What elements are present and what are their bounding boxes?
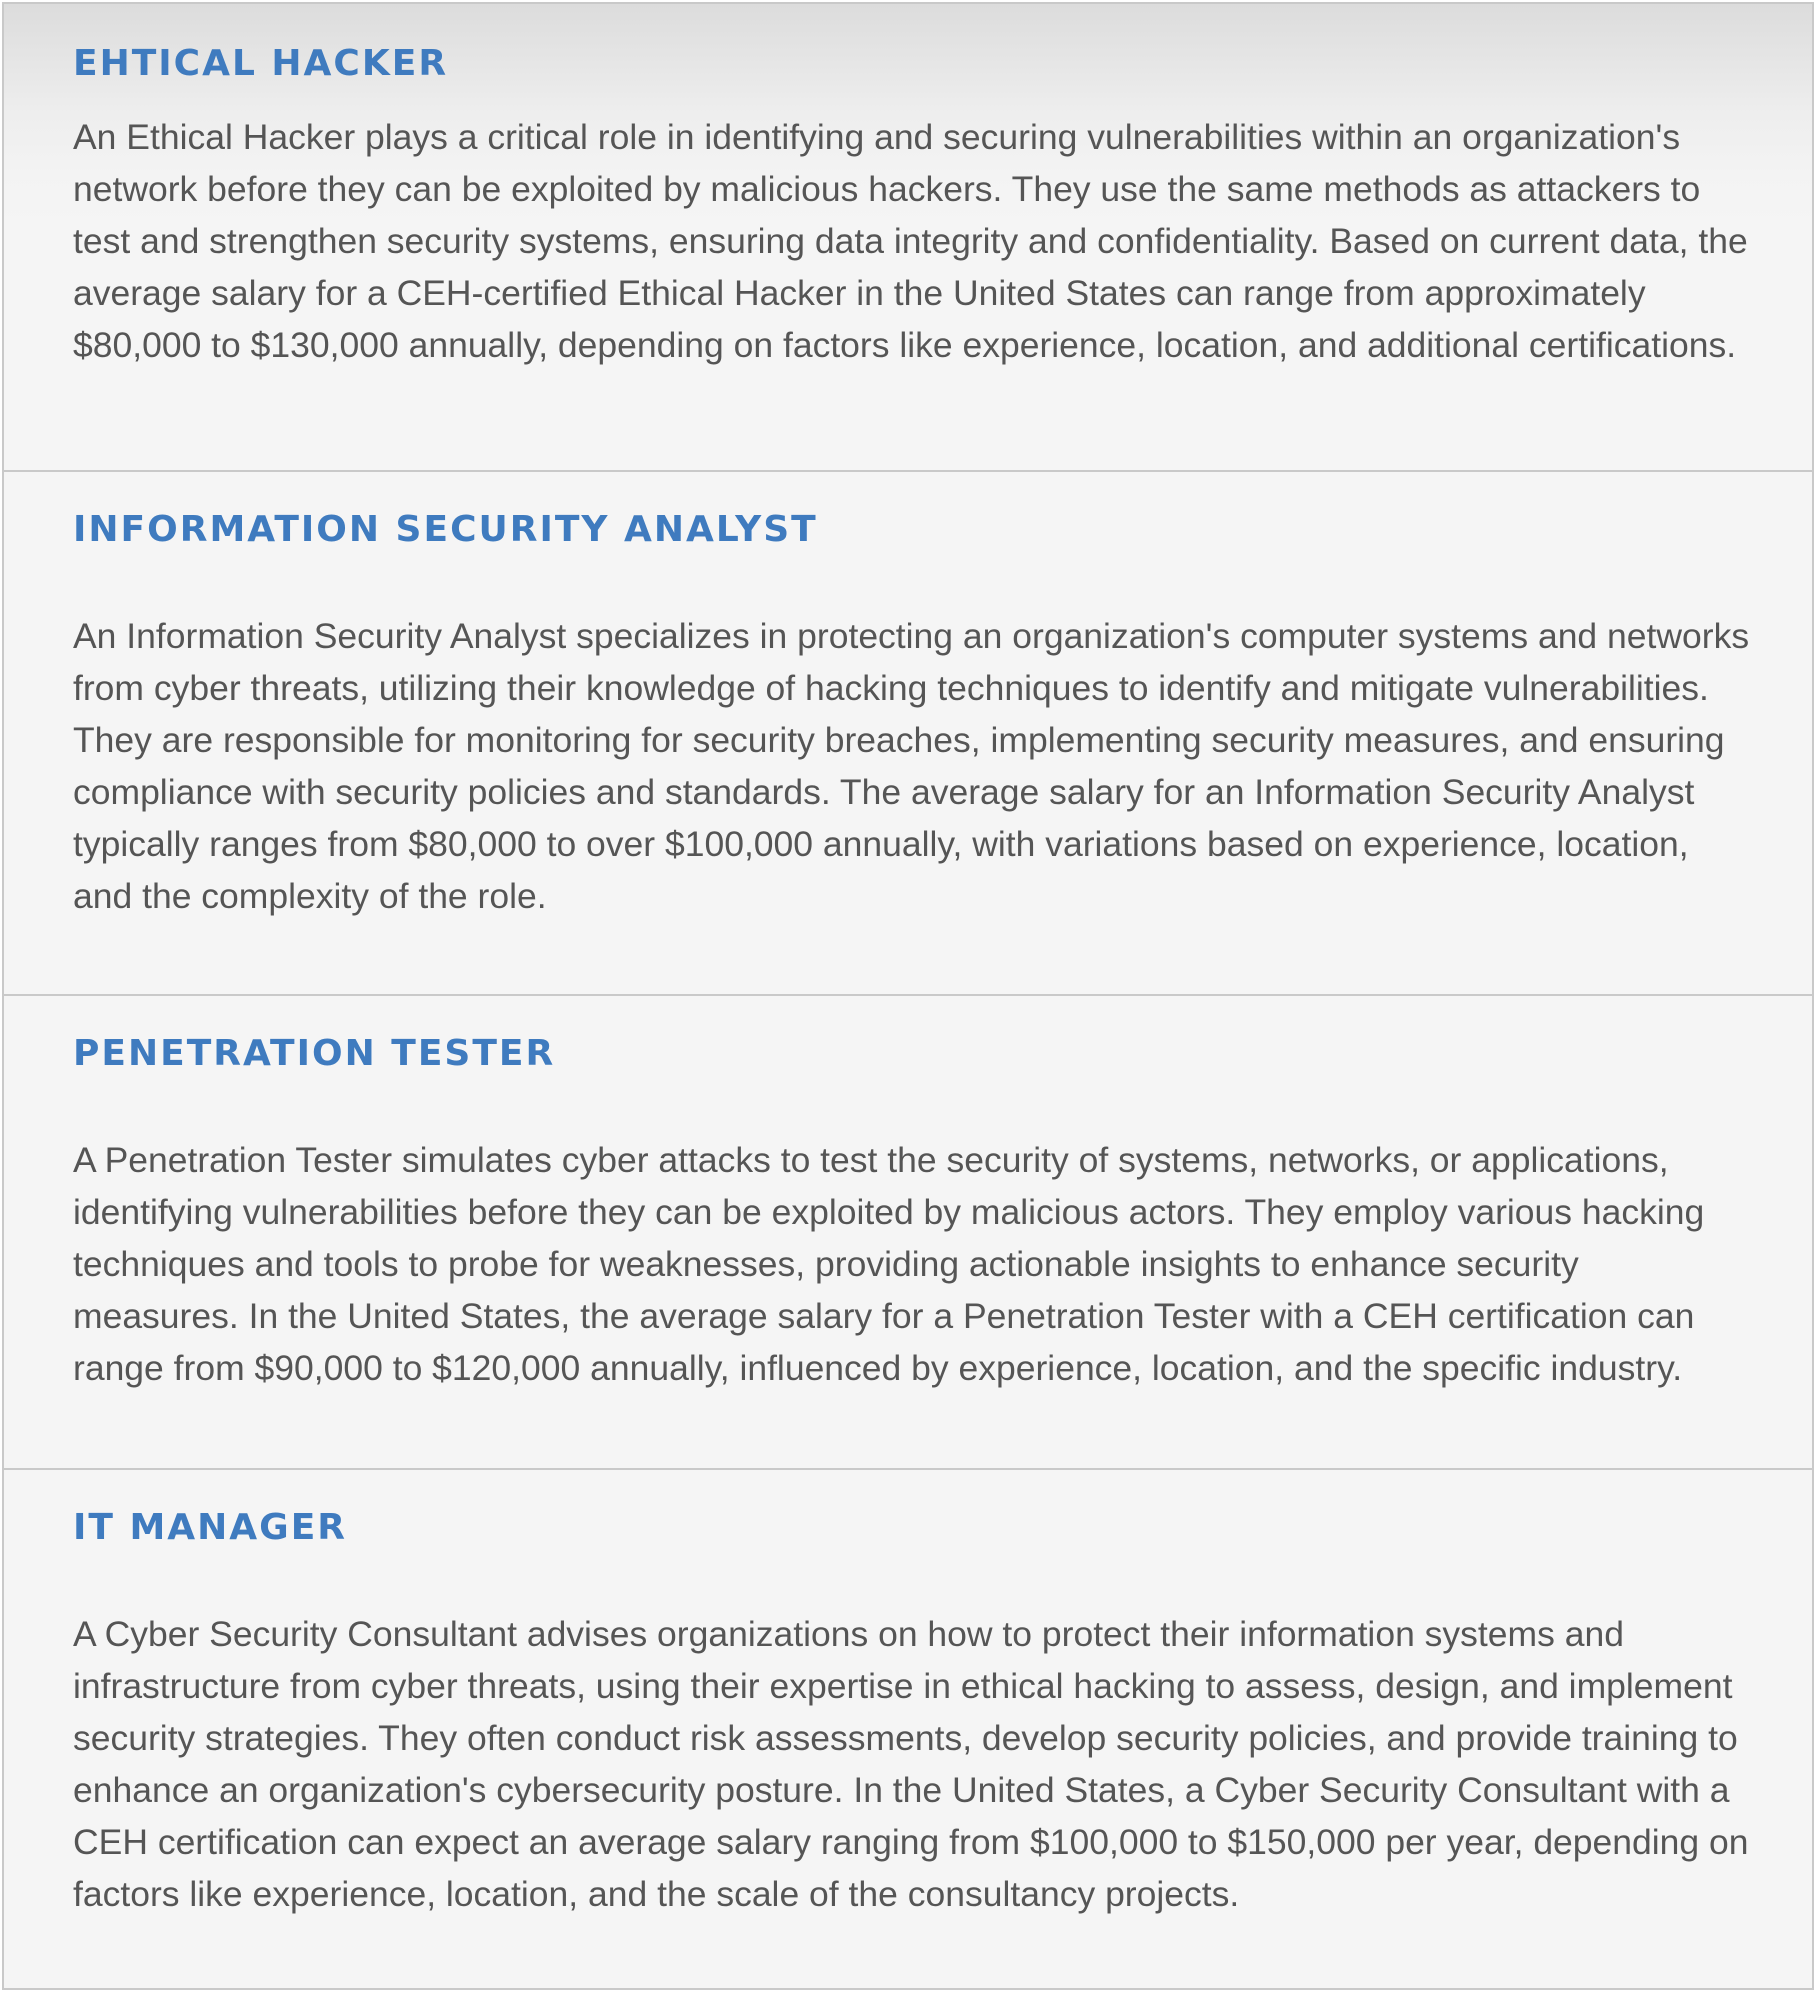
role-description: An Information Security Analyst specializes in protecting an organization's computer systems and networks from cyber threats, utilizing their knowledge of hacking techniques to identify and mitigate vulnerabilities. They are responsible for monitoring for security breaches, implementing security measures, and ensuring compliance with security policies and standards. The average salary for an Information Security Analyst typically ranges from $80,000 to over $100,000 annually, with variations based on experience, location, and the complexity of the role. xyxy=(73,616,1750,916)
role-description: An Ethical Hacker plays a critical role in identifying and securing vulnerabilities within an organization's network before they can be exploited by malicious hackers. They use the same methods as attackers to test and strengthen security systems, ensuring data integrity and confidentiality. Based on current data, the average salary for a CEH-certified Ethical Hacker in the United States can range from approximately $80,000 to $130,000 annually, depending on factors like experience, location, and additional certifications. xyxy=(73,117,1748,365)
role-description: A Penetration Tester simulates cyber attacks to test the security of systems, networks, or applications, identifying vulnerabilities before they can be exploited by malicious actors. They employ various hacking techniques and tools to probe for weaknesses, providing actionable insights to enhance security measures. In the United States, the average salary for a Penetration Tester with a CEH certification can range from $90,000 to $120,000 annually, influenced by experience, location, and the specific industry. xyxy=(73,1140,1705,1388)
role-card-information-security-analyst xyxy=(2,472,1814,996)
role-title: PENETRATION TESTER xyxy=(73,1033,556,1074)
role-title: EHTICAL HACKER xyxy=(73,43,449,84)
role-title: IT MANAGER xyxy=(73,1507,348,1548)
role-description: A Cyber Security Consultant advises organizations on how to protect their information systems and infrastructure from cyber threats, using their expertise in ethical hacking to assess, design, and implement security strategies. They often conduct risk assessments, develop security policies, and provide training to enhance an organization's cybersecurity posture. In the United States, a Cyber Security Consultant with a CEH certification can expect an average salary ranging from $100,000 to $150,000 per year, depending on factors like experience, location, and the scale of the consultancy projects. xyxy=(73,1614,1749,1914)
role-card-penetration-tester xyxy=(2,996,1814,1470)
role-card-it-manager xyxy=(2,1470,1814,1990)
role-card-ethical-hacker xyxy=(2,2,1814,472)
role-title: INFORMATION SECURITY ANALYST xyxy=(73,509,818,550)
